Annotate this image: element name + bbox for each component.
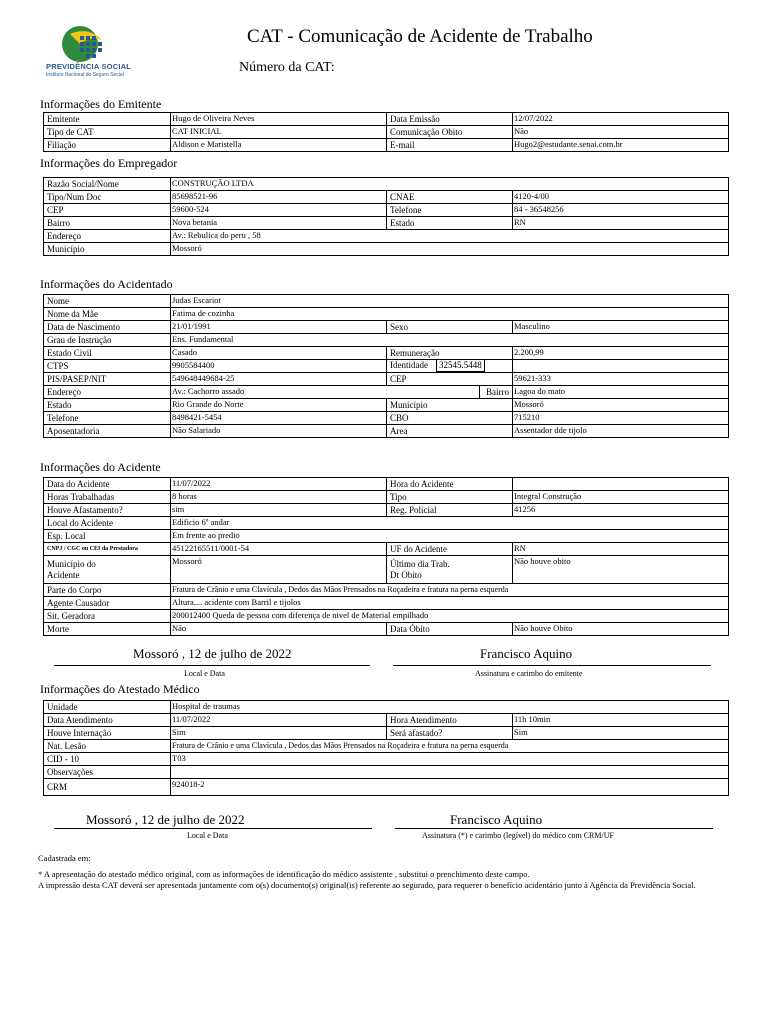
table-row <box>44 530 729 543</box>
field-label: Município do <box>47 558 96 569</box>
field-label: CID - 10 <box>44 753 171 766</box>
field-value: Altura.... acidente com Barril e tijolos <box>171 597 729 610</box>
field-value: 4120-4/00 <box>513 191 729 204</box>
table-row <box>44 584 729 597</box>
field-value <box>513 478 729 491</box>
table-row <box>44 243 729 256</box>
field-label: Será afastado? <box>387 727 513 740</box>
field-value-endereco <box>171 386 513 399</box>
field-label: E-mail <box>387 139 513 152</box>
table-row <box>44 321 729 334</box>
field-label: CNAE <box>387 191 513 204</box>
section-title-emitente: Informações do Emitente <box>40 97 162 111</box>
field-label: Data de Nascimento <box>44 321 171 334</box>
label-assinatura-medico: Assinatura (*) e carimbo (legível) do médico com CRM/UF <box>422 831 614 840</box>
field-label: Grau de Instrução <box>44 334 171 347</box>
field-label: CEP <box>44 204 171 217</box>
field-value: Não houve obito <box>513 556 729 584</box>
table-row <box>44 610 729 623</box>
field-value: 924018-2 <box>171 779 729 796</box>
field-label: UF do Acidente <box>387 543 513 556</box>
field-label: Bairro <box>44 217 171 230</box>
field-value: 85698521-96 <box>171 191 387 204</box>
field-label: Hora do Acidente <box>387 478 513 491</box>
field-value: 21/01/1991 <box>171 321 387 334</box>
table-row <box>44 714 729 727</box>
field-label: CTPS <box>44 360 171 373</box>
table-row <box>44 113 729 126</box>
table-row <box>44 347 729 360</box>
table-row <box>44 504 729 517</box>
field-value: Nova betania <box>171 217 387 230</box>
field-value: 8498421-5454 <box>171 412 387 425</box>
label-local-data: Local e Data <box>184 669 225 678</box>
assinante-emitente: Francisco Aquino <box>480 646 573 661</box>
table-row <box>44 191 729 204</box>
field-value: 9905584400 <box>171 360 387 373</box>
cat-number-label: Número da CAT: <box>239 60 335 75</box>
field-value: Av.: Rebulica do peru , 58 <box>171 230 729 243</box>
field-value: 41256 <box>513 504 729 517</box>
field-value: Hugo2@estudante.senai.com.br <box>513 139 729 152</box>
label-local-data: Local e Data <box>187 831 228 840</box>
field-value: Aldison e Maristella <box>171 139 387 152</box>
field-value: Integral Construção <box>513 491 729 504</box>
logo-subtitle: Instituto Nacional do Seguro Social <box>46 72 124 78</box>
field-value: Mossoró <box>171 243 729 256</box>
signature-line <box>395 828 713 829</box>
field-value: Não Salariado <box>171 425 387 438</box>
table-row <box>44 139 729 152</box>
field-label: Telefone <box>387 204 513 217</box>
section-title-empregador: Informações do Empregador <box>40 156 178 170</box>
field-value: 8 horas <box>171 491 387 504</box>
acidentado-table <box>43 294 729 438</box>
field-label: Esp. Local <box>44 530 171 543</box>
field-value: Edificio 6º andar <box>171 517 729 530</box>
field-value: Não <box>513 126 729 139</box>
field-value: Mossoró <box>171 556 387 584</box>
assinante-medico: Francisco Aquino <box>450 812 543 827</box>
table-row <box>44 399 729 412</box>
field-value: 549648449684-25 <box>171 373 387 386</box>
field-value: 11/07/2022 <box>171 714 387 727</box>
field-value: Lagoa do mato <box>513 386 729 399</box>
field-value: Mossoró <box>513 399 729 412</box>
field-value-empty <box>513 360 729 373</box>
field-label: Endereço <box>44 386 171 399</box>
footer-note-2: A impressão desta CAT deverá ser apresentada juntamente com o(s) documento(s) original(is) referente ao segurado, para requerer o benefício acidentário junto à Agência da Previdência Social. <box>38 880 696 890</box>
table-row <box>44 779 729 796</box>
field-label: Unidade <box>44 701 171 714</box>
field-label: Razão Social/Nome <box>44 178 171 191</box>
field-value: RN <box>513 217 729 230</box>
field-label: Acidente <box>47 569 80 580</box>
field-value: 84 - 36548256 <box>513 204 729 217</box>
field-label: Reg. Policial <box>387 504 513 517</box>
field-value: CAT INICIAL <box>171 126 387 139</box>
field-label: Nat. Lesão <box>44 740 171 753</box>
field-label: Comunicação Obito <box>387 126 513 139</box>
field-label: Data Óbito <box>387 623 513 636</box>
field-value: 59600-524 <box>171 204 387 217</box>
field-value: 32545.5448 <box>436 360 485 372</box>
field-value: Não houve Obito <box>513 623 729 636</box>
field-value: Fratura de Crânio e uma Clavícula , Dedos das Mãos Prensados na Roçadeira e fratura na perna esquerda <box>171 584 729 597</box>
field-label: Data Atendimento <box>44 714 171 727</box>
field-label: Estado Civil <box>44 347 171 360</box>
field-value: Fratura de Crânio e uma Clavícula , Dedos das Mãos Prensados na Roçadeira e fratura na perna esquerda <box>171 740 729 753</box>
field-label: Agente Causador <box>44 597 171 610</box>
field-label: Sit. Geradora <box>44 610 171 623</box>
field-label: Houve Internação <box>44 727 171 740</box>
field-label: Nome <box>44 295 171 308</box>
field-value <box>171 766 729 779</box>
field-label: Morte <box>44 623 171 636</box>
table-row <box>44 217 729 230</box>
section-title-acidente: Informações do Acidente <box>40 460 161 474</box>
table-row <box>44 623 729 636</box>
table-row <box>44 597 729 610</box>
field-value: 2.200,99 <box>513 347 729 360</box>
field-value: Masculino <box>513 321 729 334</box>
field-value: 45122165511/0001-54 <box>171 543 387 556</box>
field-label: Tipo/Num Doc <box>44 191 171 204</box>
table-row <box>44 178 729 191</box>
field-label: Último dia Trab. <box>390 558 450 569</box>
field-value: Fatima de cozinha <box>171 308 729 321</box>
emitente-table <box>43 112 729 152</box>
table-row <box>44 412 729 425</box>
field-label: Horas Trabalhadas <box>44 491 171 504</box>
field-label: CBO <box>387 412 513 425</box>
table-row <box>44 727 729 740</box>
field-label: Nome da Mãe <box>44 308 171 321</box>
field-value: RN <box>513 543 729 556</box>
local-data-medico: Mossoró , 12 de julho de 2022 <box>86 812 245 827</box>
field-label: Município <box>44 243 171 256</box>
field-value: 12/07/2022 <box>513 113 729 126</box>
empregador-table <box>43 177 729 256</box>
field-value: Ens. Fundamental <box>171 334 729 347</box>
table-row <box>44 360 729 373</box>
table-row <box>44 701 729 714</box>
table-row <box>44 478 729 491</box>
field-label: Estado <box>387 217 513 230</box>
field-label: Data Emissão <box>387 113 513 126</box>
field-value: Rio Grande do Norte <box>171 399 387 412</box>
field-label: Area <box>387 425 513 438</box>
table-row <box>44 740 729 753</box>
atestado-table <box>43 700 729 796</box>
page-title: CAT - Comunicação de Acidente de Trabalho <box>247 26 593 47</box>
table-row <box>44 491 729 504</box>
table-row <box>44 295 729 308</box>
field-label-identidade <box>387 360 513 373</box>
table-row <box>44 308 729 321</box>
field-label: Parte do Corpo <box>44 584 171 597</box>
field-value: 11h 10min <box>513 714 729 727</box>
field-label: Remuneração <box>387 347 513 360</box>
field-label: Tipo de CAT <box>44 126 171 139</box>
field-label: Filiação <box>44 139 171 152</box>
table-row <box>44 373 729 386</box>
field-label: Identidade <box>390 360 428 370</box>
table-row <box>44 556 729 584</box>
field-label: PIS/PASEP/NIT <box>44 373 171 386</box>
table-row <box>44 425 729 438</box>
footer-note-1: * A apresentação do atestado médico original, com as informações de identificação do médico assistente , substitui o prenchimento deste campo. <box>38 869 530 879</box>
field-value: Hugo de Oliveira Neves <box>171 113 387 126</box>
field-label: CNPJ / CGC ou CEI da Prestadora <box>44 543 171 556</box>
field-value: Sim <box>171 727 387 740</box>
field-value: Assentador dde tijolo <box>513 425 729 438</box>
table-row <box>44 386 729 399</box>
field-value: Av.: Cachorro assado <box>172 386 245 396</box>
field-value: 715210 <box>513 412 729 425</box>
field-value: T03 <box>171 753 729 766</box>
table-row <box>44 543 729 556</box>
label-assinatura-emitente: Assinatura e carimbo do emitente <box>475 669 583 678</box>
field-label: Hora Atendimento <box>387 714 513 727</box>
field-label: Sexo <box>387 321 513 334</box>
field-label: Dt Obito <box>390 569 422 580</box>
section-title-atestado: Informações do Atestado Médico <box>40 682 200 696</box>
cadastrada-em: Cadastrada em: <box>38 853 91 863</box>
field-label: Tipo <box>387 491 513 504</box>
field-label: Houve Afastamento? <box>44 504 171 517</box>
field-label: CRM <box>44 779 171 796</box>
field-value: Casado <box>171 347 387 360</box>
table-row <box>44 766 729 779</box>
acidente-table <box>43 477 729 636</box>
section-title-acidentado: Informações do Acidentado <box>40 277 173 291</box>
field-label-municipio <box>44 556 171 584</box>
table-row <box>44 126 729 139</box>
field-label: Endereço <box>44 230 171 243</box>
field-value: Hospital de traumas <box>171 701 729 714</box>
field-value: Judas Escariot <box>171 295 729 308</box>
field-value: 200012400 Queda de pessoa com diferença de nivel de Material empilhado <box>171 610 729 623</box>
table-row <box>44 753 729 766</box>
field-label: Estado <box>44 399 171 412</box>
field-label: CEP <box>387 373 513 386</box>
field-label-ultimo <box>387 556 513 584</box>
signature-line <box>54 665 370 666</box>
field-value: Em frente ao predio <box>171 530 729 543</box>
field-label: Município <box>387 399 513 412</box>
field-label: Aposentadoria <box>44 425 171 438</box>
field-label: Emitente <box>44 113 171 126</box>
table-row <box>44 517 729 530</box>
field-value: Sim <box>513 727 729 740</box>
field-value: sim <box>171 504 387 517</box>
table-row <box>44 334 729 347</box>
local-data-emitente: Mossoró , 12 de julho de 2022 <box>133 646 292 661</box>
field-value: 11/07/2022 <box>171 478 387 491</box>
table-row <box>44 230 729 243</box>
table-row <box>44 204 729 217</box>
field-label: Bairro <box>479 386 512 399</box>
field-label: Data do Acidente <box>44 478 171 491</box>
field-label: Local do Acidente <box>44 517 171 530</box>
field-value: CONSTRUÇÃO LTDA <box>171 178 729 191</box>
logo-name: PREVIDÊNCIA SOCIAL <box>46 62 131 71</box>
field-label: Observações <box>44 766 171 779</box>
signature-line <box>54 828 372 829</box>
field-value: 59621-333 <box>513 373 729 386</box>
field-value: Não <box>171 623 387 636</box>
field-label: Telefone <box>44 412 171 425</box>
signature-line <box>393 665 711 666</box>
